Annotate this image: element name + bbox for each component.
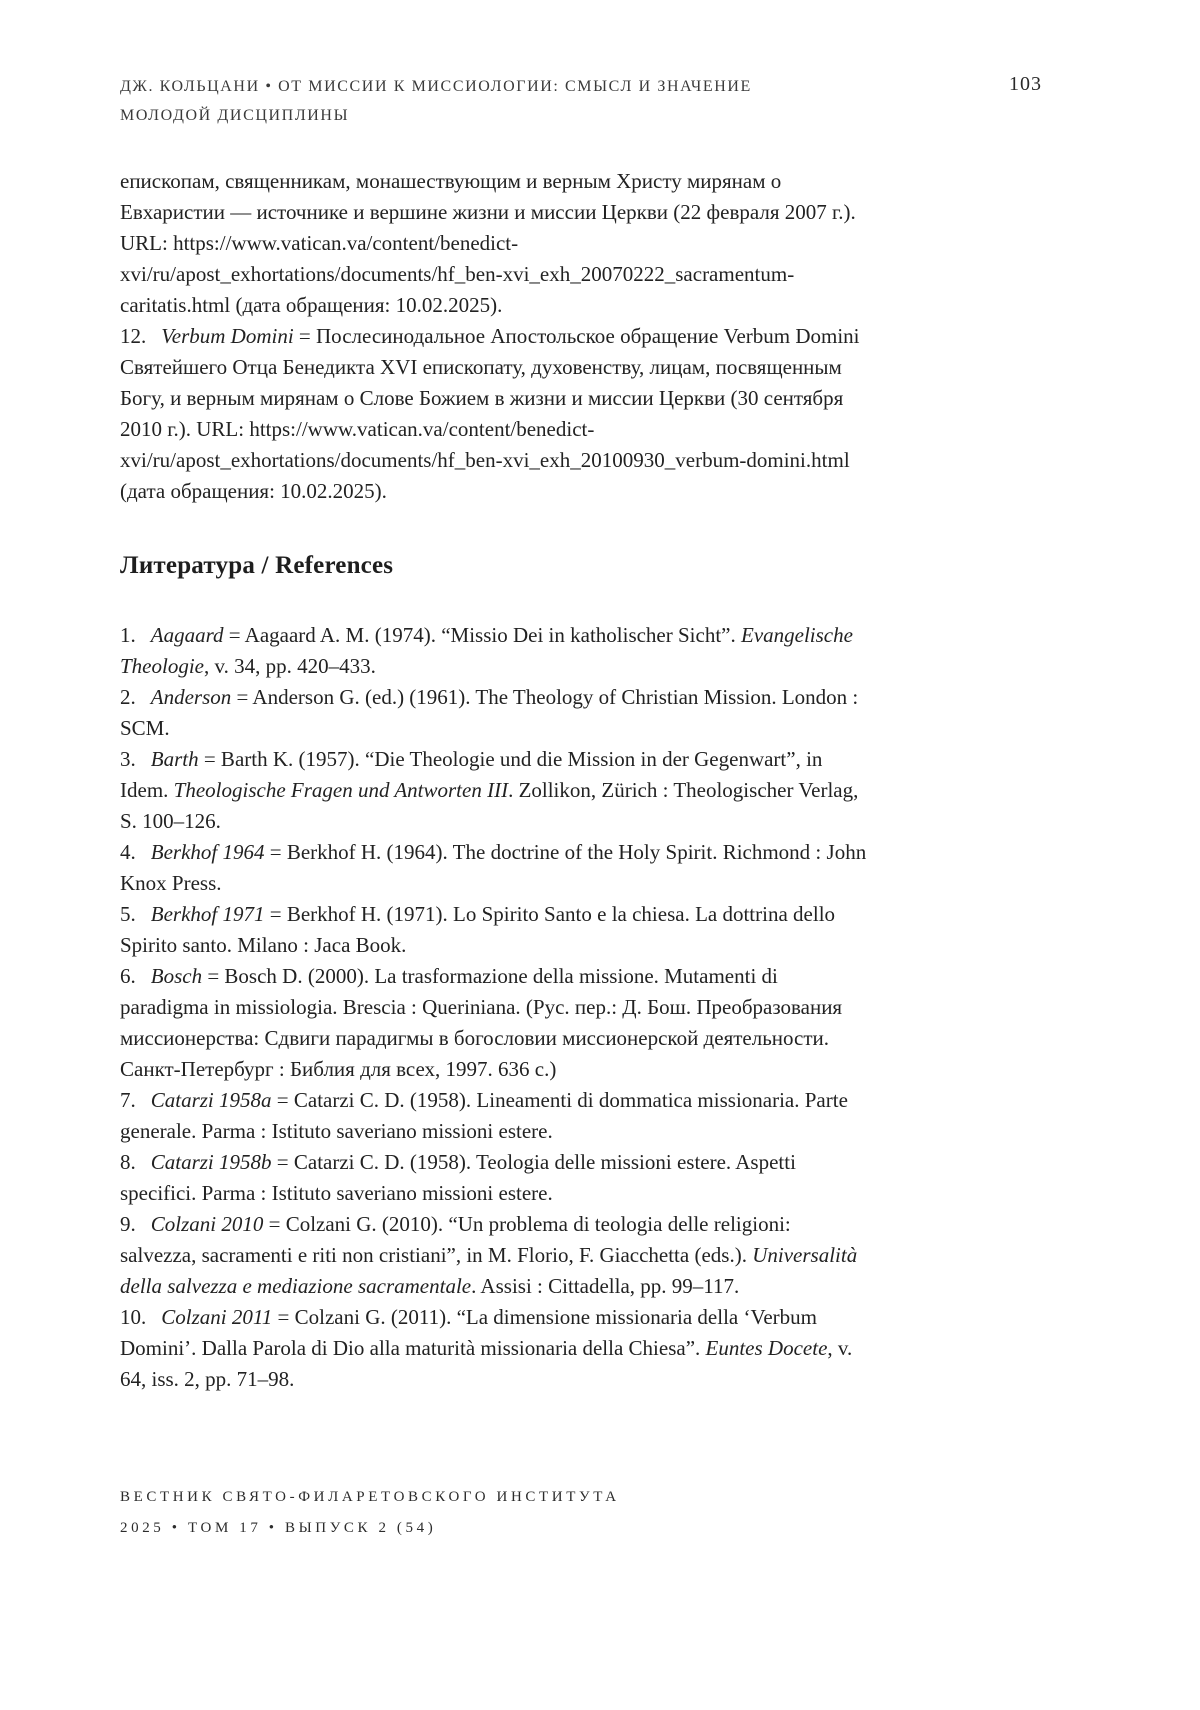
item-number: 8. <box>120 1150 136 1174</box>
item-number: 3. <box>120 747 136 771</box>
reference-item <box>120 166 870 321</box>
item-text: Berkhof 1964 = Berkhof H. (1964). The doctrine of the Holy Spirit. Richmond : John Knox Press. <box>120 840 867 895</box>
reference-item <box>120 899 870 961</box>
running-header-line2: МОЛОДОЙ ДИСЦИПЛИНЫ <box>120 107 350 124</box>
running-header-line1: ДЖ. КОЛЬЦАНИ • ОТ МИССИИ К МИССИОЛОГИИ: СМЫСЛ И ЗНАЧЕНИЕ <box>120 78 752 95</box>
reference-item <box>120 1209 870 1302</box>
reference-item <box>120 1085 870 1147</box>
item-text: Catarzi 1958b = Catarzi C. D. (1958). Teologia delle missioni estere. Aspetti specifici. Parma : Istituto saveriano missioni estere. <box>120 1150 796 1205</box>
item-text: Colzani 2010 = Colzani G. (2010). “Un problema di teologia delle religioni: salvezza, sacramenti e riti non cristiani”, in M. Florio, F. Giacchetta (eds.). Universalità della salvezza e mediazione sacramentale. Assisi : Cittadella, pp. 99–117. <box>120 1212 858 1298</box>
item-text: Barth = Barth K. (1957). “Die Theologie und die Mission in der Gegenwart”, in Idem. Theologische Fragen und Antworten III. Zollikon, Zürich : Theologischer Verlag, S. 100–126. <box>120 747 859 833</box>
reference-item <box>120 620 870 682</box>
item-text: Bosch = Bosch D. (2000). La trasformazione della missione. Mutamenti di paradigma in missiologia. Brescia : Queriniana. (Рус. пер.: Д. Бош. Преобразования миссионерства: Сдвиги парадигмы в богословии миссионерской деятельности. Санкт-Петербург : Библия для всех, 1997. 636 с.) <box>120 964 843 1081</box>
item-text: Verbum Domini = Послесинодальное Апостольское обращение Verbum Domini Святейшего Отца Бенедикта XVI епископату, духовенству, лицам, посвященным Богу, и верным мирянам о Слове Божием в жизни и миссии Церкви (30 сентября 2010 г.). URL: https://www.vatican.va/content/benedict-xvi/ru/apost_exhortations/documents/hf_ben-xvi_exh_20100930_verbum-domini.html (дата обращения: 10.02.2025). <box>120 324 860 503</box>
references-list <box>120 620 870 1395</box>
reference-item <box>120 837 870 899</box>
item-text: Colzani 2011 = Colzani G. (2011). “La dimensione missionaria della ‘Verbum Domini’. Dalla Parola di Dio alla maturità missionaria della Chiesa”. Euntes Docete, v. 64, iss. 2, pp. 71–98. <box>120 1305 853 1391</box>
item-text: Anderson = Anderson G. (ed.) (1961). The Theology of Christian Mission. London : SCM. <box>120 685 859 740</box>
item-text: епископам, священникам, монашествующим и верным Христу мирянам о Евхаристии — источнике и вершине жизни и миссии Церкви (22 февраля 2007 г.). URL: https://www.vatican.va/content/benedict-xvi/ru/apost_exhortations/documents/hf_ben-xvi_exh_20070222_sacramentum-caritatis.html (дата обращения: 10.02.2025). <box>120 169 856 317</box>
reference-item <box>120 1147 870 1209</box>
item-number: 12. <box>120 324 147 348</box>
reference-item <box>120 961 870 1085</box>
item-text: Aagaard = Aagaard A. M. (1974). “Missio Dei in katholischer Sicht”. Evangelische Theologie, v. 34, pp. 420–433. <box>120 623 853 678</box>
journal-footer <box>120 1482 620 1544</box>
reference-item <box>120 682 870 744</box>
item-number: 5. <box>120 902 136 926</box>
item-number: 1. <box>120 623 136 647</box>
item-number: 10. <box>120 1305 147 1329</box>
item-number: 7. <box>120 1088 136 1112</box>
section-heading: Литература / References <box>120 552 394 579</box>
running-header <box>120 72 1042 130</box>
reference-item <box>120 1302 870 1395</box>
item-number: 6. <box>120 964 136 988</box>
footer-issue-info: 2025 • ТОМ 17 • ВЫПУСК 2 (54) <box>120 1520 437 1536</box>
item-number: 9. <box>120 1212 136 1236</box>
item-text: Berkhof 1971 = Berkhof H. (1971). Lo Spirito Santo e la chiesa. La dottrina dello Spirito santo. Milano : Jaca Book. <box>120 902 836 957</box>
reference-item <box>120 744 870 837</box>
item-text: Catarzi 1958a = Catarzi C. D. (1958). Lineamenti di dommatica missionaria. Parte generale. Parma : Istituto saveriano missioni estere. <box>120 1088 848 1143</box>
endnotes-paragraphs <box>120 166 870 507</box>
item-number: 2. <box>120 685 136 709</box>
page-number: 103 <box>1009 73 1042 95</box>
item-number: 4. <box>120 840 136 864</box>
reference-item <box>120 321 870 507</box>
page-content <box>120 166 870 1395</box>
running-header-title <box>120 72 752 130</box>
footer-journal-name: ВЕСТНИК СВЯТО-ФИЛАРЕТОВСКОГО ИНСТИТУТА <box>120 1489 620 1505</box>
